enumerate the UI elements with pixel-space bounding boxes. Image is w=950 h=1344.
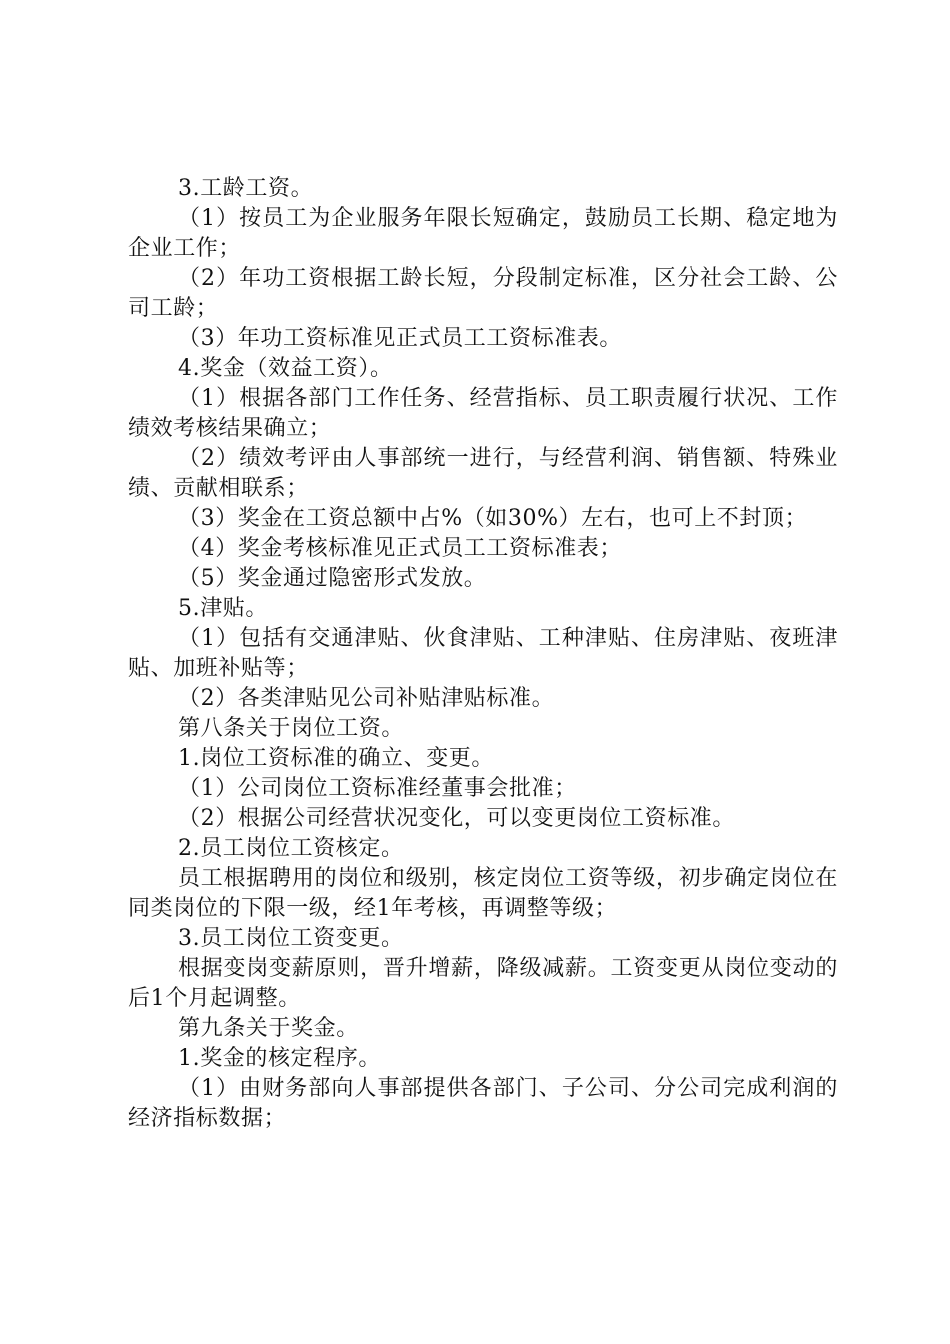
section-heading: 1.奖金的核定程序。 [178, 1046, 381, 1071]
section-heading: 2.员工岗位工资核定。 [178, 836, 404, 861]
paragraph: （2）根据公司经营状况变化，可以变更岗位工资标准。 [178, 806, 735, 831]
article-heading: 第九条关于奖金。 [178, 1016, 359, 1041]
paragraph: （2）各类津贴见公司补贴津贴标准。 [178, 686, 555, 711]
paragraph: （1）由财务部向人事部提供各部门、子公司、分公司完成利润的经济指标数据； [128, 1076, 838, 1131]
paragraph: （5）奖金通过隐密形式发放。 [178, 566, 487, 591]
paragraph: 根据变岗变薪原则，晋升增薪，降级减薪。工资变更从岗位变动的后1个月起调整。 [128, 956, 838, 1011]
paragraph: （1）按员工为企业服务年限长短确定，鼓励员工长期、稳定地为企业工作； [128, 206, 838, 261]
document-body [128, 174, 838, 1134]
section-heading: 1.岗位工资标准的确立、变更。 [178, 746, 494, 771]
section-heading: 3.员工岗位工资变更。 [178, 926, 404, 951]
paragraph: （1）公司岗位工资标准经董事会批准； [178, 776, 577, 801]
paragraph: （2）年功工资根据工龄长短，分段制定标准，区分社会工龄、公司工龄； [128, 266, 838, 321]
paragraph: （2）绩效考评由人事部统一进行，与经营利润、销售额、特殊业绩、贡献相联系； [128, 446, 838, 501]
section-heading: 5.津贴。 [178, 596, 268, 621]
paragraph: （1）根据各部门工作任务、经营指标、员工职责履行状况、工作绩效考核结果确立； [128, 386, 838, 441]
section-heading: 4.奖金（效益工资）。 [178, 356, 393, 381]
paragraph: 员工根据聘用的岗位和级别，核定岗位工资等级，初步确定岗位在同类岗位的下限一级，经1年考核，再调整等级； [128, 866, 838, 921]
paragraph: （3）年功工资标准见正式员工工资标准表。 [178, 326, 622, 351]
section-heading: 3.工龄工资。 [178, 176, 314, 201]
paragraph: （1）包括有交通津贴、伙食津贴、工种津贴、住房津贴、夜班津贴、加班补贴等； [128, 626, 838, 681]
paragraph: （4）奖金考核标准见正式员工工资标准表； [178, 536, 622, 561]
article-heading: 第八条关于岗位工资。 [178, 716, 405, 741]
paragraph: （3）奖金在工资总额中占%（如30%）左右，也可上不封顶； [178, 506, 808, 531]
